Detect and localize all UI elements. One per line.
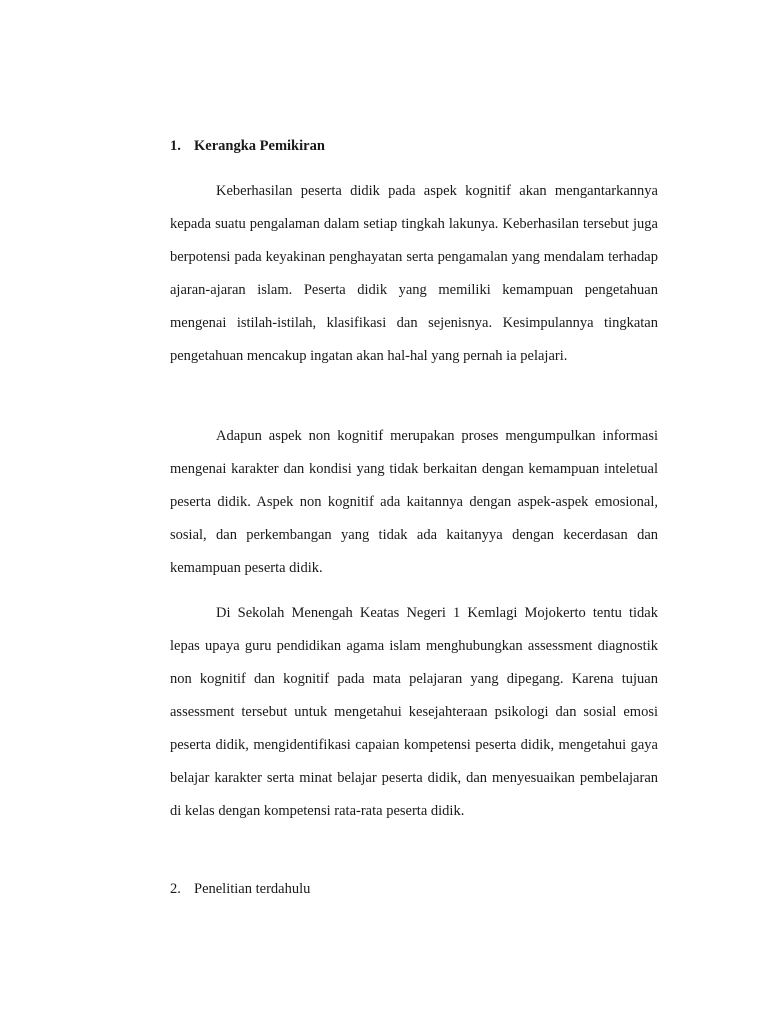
section-number: 1. — [170, 138, 181, 154]
paragraph-kognitif: Keberhasilan peserta didik pada aspek kognitif akan mengantarkannya kepada suatu pengalaman dalam setiap tingkah lakunya. Keberhasilan tersebut juga berpotensi pada keyakinan penghayatan serta pengamalan yang mendalam terhadap ajaran-ajaran islam. Peserta didik yang memiliki kemampuan pengetahuan mengenai istilah-istilah, klasifikasi dan sejenisnya. Kesimpulannya tingkatan pengetahuan mencakup ingatan akan hal-hal yang pernah ia pelajari. — [170, 183, 658, 364]
section-title: Penelitian terdahulu — [194, 881, 311, 897]
paragraph-sekolah: Di Sekolah Menengah Keatas Negeri 1 Kemlagi Mojokerto tentu tidak lepas upaya guru pendidikan agama islam menghubungkan assessment diagnostik non kognitif dan kognitif pada mata pelajaran yang dipegang. Karena tujuan assessment tersebut untuk mengetahui kesejahteraan psikologi dan sosial emosi peserta didik, mengidentifikasi capaian kompetensi peserta didik, mengetahui gaya belajar karakter serta minat belajar peserta didik, dan menyesuaikan pembelajaran di kelas dengan kompetensi rata-rata peserta didik. — [170, 605, 658, 819]
section-heading-kerangka-pemikiran — [170, 136, 325, 156]
section-number: 2. — [170, 881, 181, 897]
section-heading-penelitian-terdahulu — [170, 879, 310, 899]
paragraph-non-kognitif: Adapun aspek non kognitif merupakan proses mengumpulkan informasi mengenai karakter dan kondisi yang tidak berkaitan dengan kemampuan inteletual peserta didik. Aspek non kognitif ada kaitannya dengan aspek-aspek emosional, sosial, dan perkembangan yang tidak ada kaitanyya dengan kecerdasan dan kemampuan peserta didik. — [170, 428, 658, 576]
section-title: Kerangka Pemikiran — [194, 138, 325, 154]
